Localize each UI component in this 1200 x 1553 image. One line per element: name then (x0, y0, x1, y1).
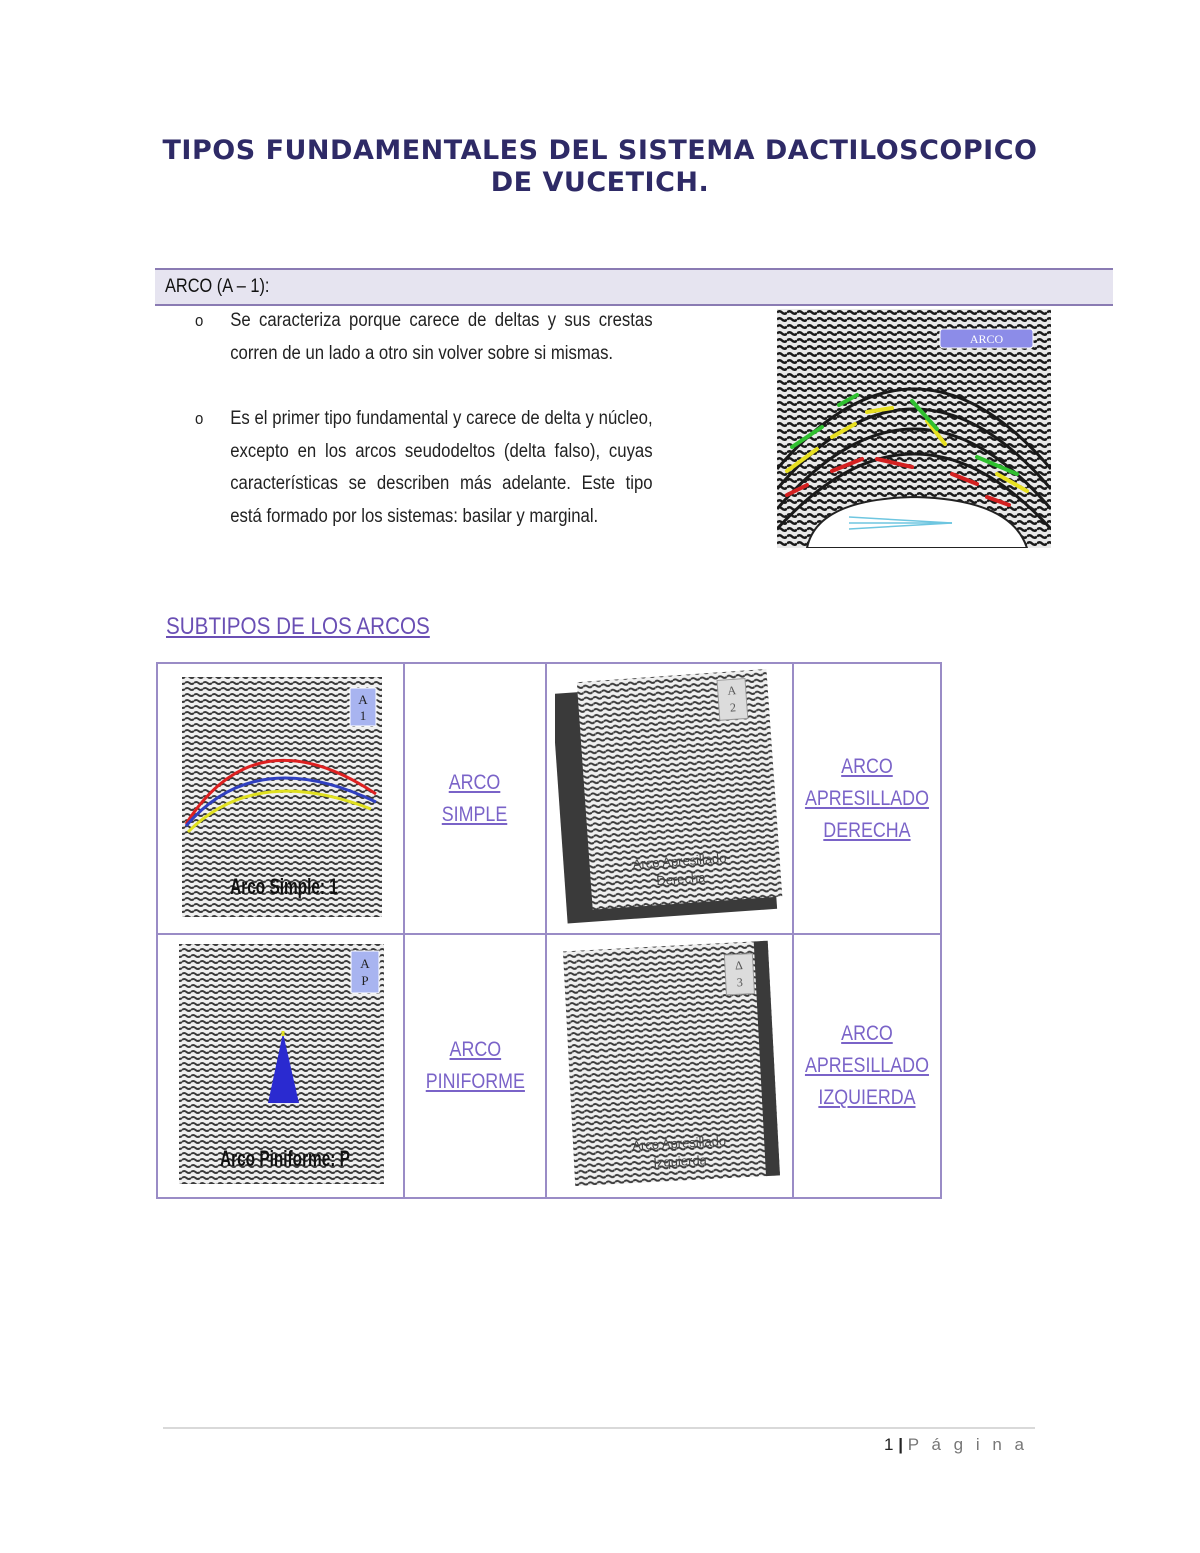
page-footer (884, 1435, 1028, 1455)
label-line: IZQUIERDA (818, 1086, 916, 1109)
subtypes-table (156, 662, 942, 1199)
subtype-label-cell (404, 663, 546, 934)
badge-bottom: 2 (728, 700, 736, 715)
subtype-image-cell (157, 934, 404, 1198)
label-line: ARCO (841, 1022, 893, 1045)
arco-simple-image (176, 674, 386, 919)
page-title (0, 135, 1200, 199)
section-heading: ARCO (A – 1): (165, 276, 270, 297)
table-row (157, 663, 941, 934)
label-line: ARCO (449, 1038, 501, 1061)
label-line: SIMPLE (442, 802, 508, 826)
label-line: APRESILLADO (804, 1054, 929, 1077)
figure-caption-line: Derecha (655, 869, 706, 889)
badge-top: Δ (734, 958, 743, 973)
figure-caption: Arco Piniforme: P (220, 1147, 350, 1172)
figure-caption-line: Arco Apresillado (631, 850, 727, 872)
subtype-image-cell (546, 934, 793, 1198)
label-line: PINIFORME (425, 1070, 525, 1093)
bullet-item-1 (195, 305, 653, 370)
figure-caption-line: Arco Apresillado (631, 1133, 726, 1154)
subtypes-heading: SUBTIPOS DE LOS ARCOS (166, 613, 430, 640)
page-number: 1 (884, 1435, 894, 1454)
badge-top: A (360, 956, 370, 971)
subtype-label-cell (404, 934, 546, 1198)
subtype-image-cell (546, 663, 793, 934)
badge-bottom: 1 (359, 707, 366, 723)
label-line: DERECHA (823, 818, 911, 842)
title-line-1: TIPOS FUNDAMENTALES DEL SISTEMA DACTILOSCOPICO (162, 135, 1038, 166)
bullet-text: Se caracteriza porque carece de deltas y sus crestas corren de un lado a otro sin volver sobre si mismas. (230, 310, 653, 364)
section-heading-bar (155, 268, 1113, 306)
arco-piniforme-image (173, 941, 388, 1186)
subtype-image-cell (157, 663, 404, 934)
footer-separator: | (898, 1435, 904, 1454)
bullet-text: Es el primer tipo fundamental y carece de delta y núcleo, excepto en los arcos seudodeltos (delta falso), cuyas características se describen más adelante. Este tipo está formado por los sistemas: basilar y marginal. (230, 408, 653, 527)
subtype-link-arco-apresillado-izquierda[interactable] (805, 1018, 929, 1114)
title-line-2: DE VUCETICH. (490, 167, 710, 198)
subtype-label-cell (793, 934, 941, 1198)
bullet-marker: o (195, 311, 204, 330)
arco-badge: ARCO (969, 332, 1004, 346)
subtype-link-arco-apresillado-derecha[interactable] (805, 751, 929, 847)
table-row (157, 934, 941, 1198)
label-line: ARCO (841, 754, 893, 778)
badge-bottom: 3 (735, 975, 743, 990)
figure-caption-line: Izquierda (652, 1152, 707, 1170)
label-line: APRESILLADO (804, 786, 929, 810)
arch-fingerprint-image (777, 309, 1051, 548)
label-line: ARCO (449, 770, 501, 794)
subtype-link-arco-simple[interactable] (442, 767, 507, 831)
subtype-label-cell (793, 663, 941, 934)
figure-caption: Arco Simple: 1 (229, 874, 338, 900)
bullet-item-2 (195, 403, 653, 533)
bullet-marker: o (195, 409, 204, 428)
page-word: P á g i n a (907, 1435, 1028, 1454)
badge-top: A (357, 691, 368, 707)
badge-top: A (726, 683, 737, 698)
arco-apresillado-izquierda-image (555, 936, 785, 1191)
badge-bottom: P (361, 973, 369, 988)
footer-divider (163, 1427, 1035, 1429)
arco-apresillado-derecha-image (555, 666, 785, 926)
subtype-link-arco-piniforme[interactable] (425, 1034, 524, 1098)
